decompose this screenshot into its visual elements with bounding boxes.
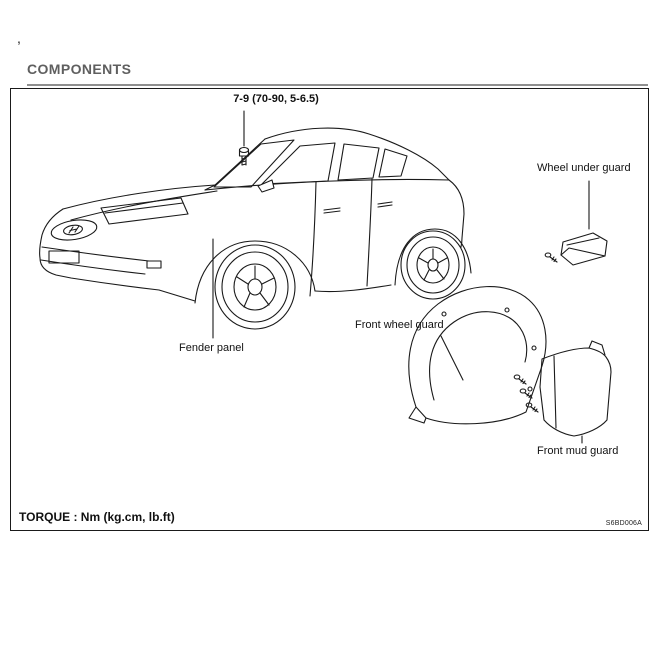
bolt-icon <box>545 253 557 262</box>
page-corner-mark: , <box>17 30 21 46</box>
label-fender-panel: Fender panel <box>179 342 244 354</box>
side-mirror <box>258 180 274 192</box>
label-front-mud-guard: Front mud guard <box>537 445 619 457</box>
fog-lamp <box>147 261 161 268</box>
label-front-wheel-guard: Front wheel guard <box>355 319 444 331</box>
license-plate <box>49 251 79 263</box>
components-diagram-frame <box>10 88 649 531</box>
front-wheel-guard-leader-line <box>441 336 463 380</box>
torque-spec-callout: 7-9 (70-90, 5-6.5) <box>233 93 319 105</box>
headlight <box>101 198 188 224</box>
components-illustration <box>11 89 648 530</box>
bolt-icon <box>520 389 532 398</box>
front-wheel-guard-part <box>409 287 546 424</box>
label-wheel-under-guard: Wheel under guard <box>537 162 631 174</box>
figure-code: S6BD006A <box>605 520 642 527</box>
wheel-under-guard-part <box>545 233 607 265</box>
rear-door-window <box>338 144 379 180</box>
page-title: COMPONENTS <box>27 61 132 77</box>
bolt-icon <box>514 375 526 384</box>
heading-divider <box>27 84 648 86</box>
rear-wheel <box>401 231 465 299</box>
quarter-window <box>379 149 407 177</box>
front-wheel <box>215 245 295 329</box>
sedan-car-drawing <box>40 128 471 329</box>
front-mud-guard-part <box>514 341 611 436</box>
torque-note: TORQUE : Nm (kg.cm, lb.ft) <box>19 510 175 524</box>
